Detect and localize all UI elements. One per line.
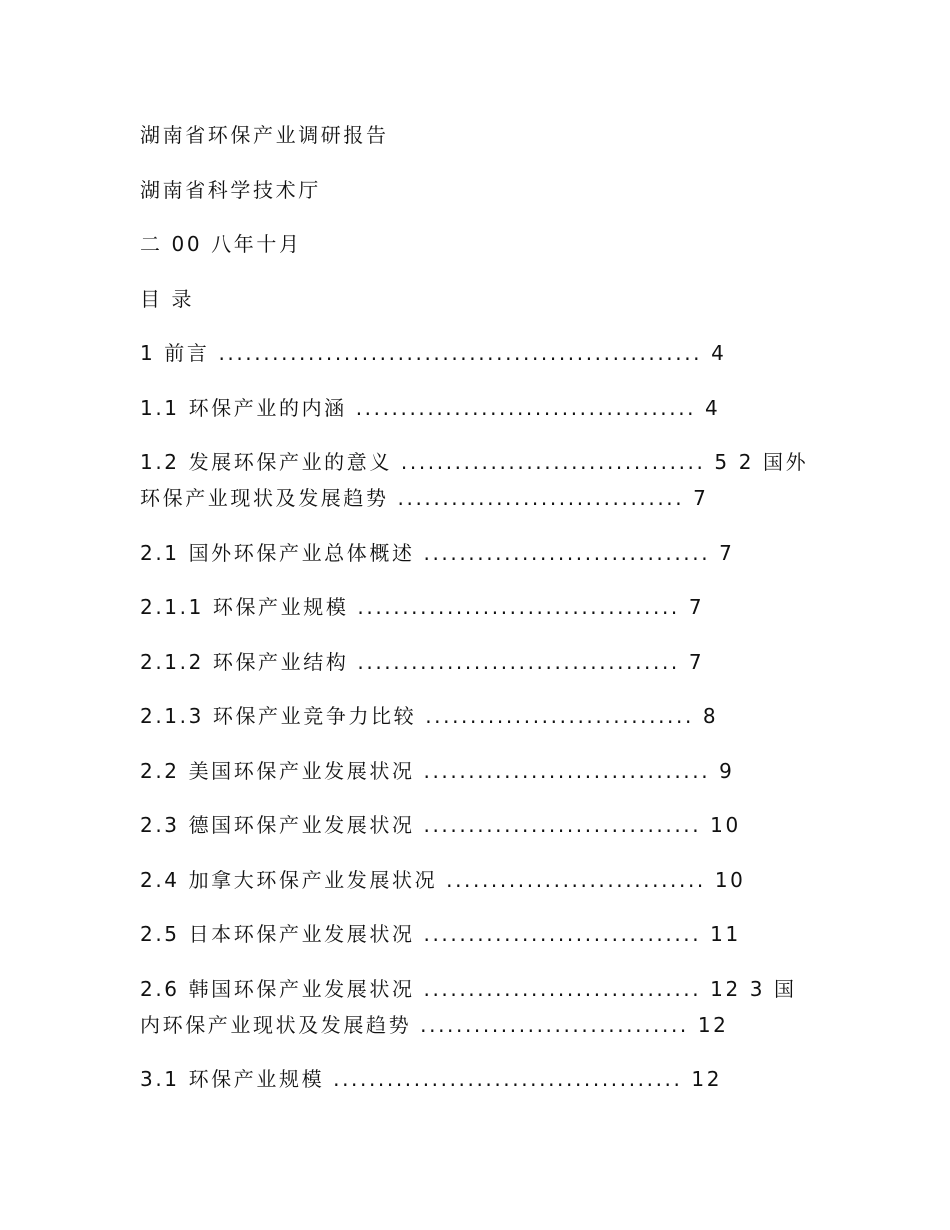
toc-entry xyxy=(140,698,810,734)
toc-entry xyxy=(140,807,810,843)
toc-entry xyxy=(140,335,810,371)
document-content xyxy=(140,117,810,1116)
toc-entry-line: 内环保产业现状及发展趋势 .............................. 12 xyxy=(140,1012,729,1037)
toc-entry xyxy=(140,1061,810,1097)
report-title: 湖南省环保产业调研报告 xyxy=(140,123,389,147)
toc-entry-line: 环保产业现状及发展趋势 ................................ 7 xyxy=(140,486,709,510)
toc-entry xyxy=(140,862,810,898)
toc-entry-line: 2.1.2 环保产业结构 .................................... 7 xyxy=(140,649,705,674)
toc-entry-line: 1 前言 ...................................................... 4 xyxy=(140,341,727,365)
report-author: 湖南省科学技术厅 xyxy=(140,177,321,202)
toc-entry xyxy=(140,916,810,952)
toc-entry-line: 2.1.3 环保产业竞争力比较 .............................. 8 xyxy=(140,704,719,728)
toc-entry xyxy=(140,753,810,789)
toc-entry-line: 2.3 德国环保产业发展状况 ............................... 10 xyxy=(140,813,741,837)
toc-entry xyxy=(140,444,810,516)
toc-entry xyxy=(140,535,810,571)
toc-entry-line: 1.2 发展环保产业的意义 .................................. 5 2 国外 xyxy=(140,450,809,474)
toc-entry-line: 2.6 韩国环保产业发展状况 ............................... 12 3 国 xyxy=(140,976,797,1001)
toc-entry xyxy=(140,644,810,680)
toc-entry-line: 2.1.1 环保产业规模 .................................... 7 xyxy=(140,595,705,619)
toc-entry xyxy=(140,589,810,625)
toc-entry-line: 2.2 美国环保产业发展状况 ................................ 9 xyxy=(140,758,735,783)
toc-heading: 目 录 xyxy=(140,286,195,311)
toc-entry-line: 2.1 国外环保产业总体概述 ................................ 7 xyxy=(140,540,735,565)
toc-entry-line: 2.4 加拿大环保产业发展状况 ............................. 10 xyxy=(140,867,746,892)
toc-entry-line: 3.1 环保产业规模 ....................................... 12 xyxy=(140,1067,723,1091)
toc-entry xyxy=(140,390,810,426)
toc-entry-line: 2.5 日本环保产业发展状况 ............................... 11 xyxy=(140,922,741,946)
toc-entry xyxy=(140,971,810,1043)
report-date: 二 00 八年十月 xyxy=(140,232,302,256)
toc-entry-line: 1.1 环保产业的内涵 ...................................... 4 xyxy=(140,395,721,420)
